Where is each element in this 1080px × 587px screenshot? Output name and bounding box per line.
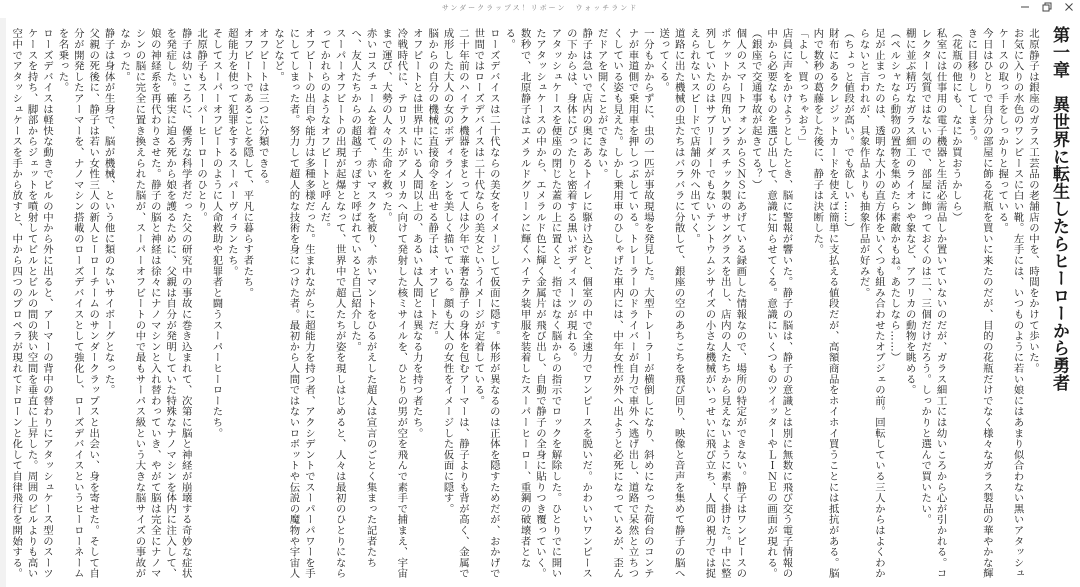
- paragraph: 静子は身体が生身で、脳が機械、という他に類のないサイボーグとなった。: [102, 28, 115, 396]
- paragraph: 足が止まったのは、透明な大小の直方体をいくつも組み合わせたオブジェの前。回転している三人からはよくわからないと言われが、具象作品よりも抽象作品が好みだ。: [857, 28, 885, 579]
- paragraph: 店員に声をかけようとしたとき、脳に警報が響いた。静子の脳は、静子の意識とは別に無数に飛び交う電子情報の中から必要なものを選び出して、意識に知らせてくる。意識にいくつものツイッターやＬＩＮＥの画面が現れる。: [765, 28, 793, 579]
- paragraph: 赤いコスチュームを着て、赤いマスクを被り、赤いマントをひるがえした超人は宣言のごとく集まった記者たちへ、友人たちからの超越子っぽすと呼ばれていると自己紹介した。: [349, 28, 377, 568]
- paragraph: 棚に並ぶ精巧なガラス細工のライオンや象など、アフリカの動物を眺める。: [903, 28, 916, 396]
- maximize-icon: [1042, 2, 1052, 12]
- paragraph: ローズデバイスは軽快な動きでビルの中から外に出ると、アーマーの背中の替わりにアタッシュケース型のスーツケースを持ち、脚部からジェットを噴射してビルとビルの間の狭い空間を垂直に上昇した。周囲のビルよりも高い空中でアタッシュケースを手から放すと、中から四つのプロペラが現れてドローンと化して自律飛行を開始する。: [10, 28, 53, 579]
- window-title: サンダークラップス！リボーン ウォッチランド: [441, 4, 639, 12]
- close-button[interactable]: [1058, 0, 1080, 14]
- paragraph: （銀座で交通事故が起きてる？）: [749, 28, 762, 190]
- paragraph: 数秒で、北原静子はエメラルドグリーンに輝くハイテク装甲服を装着したスーパーヒーロー、重鋼の破壊者となる。: [503, 28, 531, 568]
- paragraph: そしてスーパーオフビートのように人命救助や犯罪者と闘うスーパーヒーローたち。: [210, 28, 223, 439]
- paragraph: お気に入りの水色のワンピースに白い靴。左手には、いつものように若い娘にはあまり似合わない黒いアタッシュケースの取っ手をしっかりと握っている。: [996, 28, 1024, 579]
- paragraph: 静子は急いで店内の奥にあるトイレに駆け込むと、個室の中で全速力でワンピースを脱いだ。かわいいワンピースの下からは、身体にぴったりと密着する黒いボディスーツが現れる。: [564, 28, 593, 579]
- paragraph: 脳からの自分の機械に直接命令を出せる静子は、オフビートだ。: [426, 28, 439, 342]
- document-view[interactable]: [6, 18, 1072, 587]
- paragraph: 北原静子もスーパーヒーローのひとり。: [195, 28, 208, 223]
- paragraph: 北原静子は銀座のガラス工芸品の老舗店の中を、時間をかけて歩いた。: [1027, 28, 1039, 374]
- paragraph: スーパーオフビートの出現が起爆となって、世界中で超人たちが姿を現しはじめると、人々は最初のひとりにならってかれらのようなオフビートと呼んだ。: [318, 28, 346, 579]
- paragraph: （ちょっと値段が高い。でも欲しい……）: [842, 28, 855, 234]
- paragraph: 今日はひとりで自分の部屋に飾る花瓶を買いに来たのだが、目的の花瓶だけでなく様々なガラス製品の華やかな輝きに目移りしてしまう。: [965, 28, 993, 579]
- vertical-text-body: [8, 18, 1072, 583]
- paragraph: 個人のスマートフォンからＳＮＳにあげている録画した情報なので、場所の特定ができない。静子はワンピースのポケットから四角いプラスチック製のサングラスを出し、店内の人たちから見えないように素早く掛けた。中に整列していたのはサブリーダーでもないテントウムシサイズの小さな機械がいっせいに飛び立ち、人間の視力では捉えられないスピードで店舗の外へ出ていく。: [688, 28, 747, 579]
- minimize-button[interactable]: [1014, 0, 1036, 14]
- paragraph: オフビートとは世界中にいる人間以上の、あるいは人間とは異なる力を持つ者たち。: [410, 28, 423, 439]
- paragraph: 超能力を使って犯罪をするスーパーヴィランたち。: [225, 28, 238, 277]
- minimize-icon: [1020, 2, 1030, 12]
- paragraph: オフビートの出自や能力は多種多様だった。生まれながらに超能力を持つ者、アクシデントでスーパーパワーを手にしてしまった者。努力して超人的な技術を身につけた者。最初から人間ではないロボットや伝説の魔物や宇宙人などなど。: [272, 28, 315, 579]
- paragraph: 道路に出た機械の虫たちはバラバラに分散して、銀座の空のあちこちを飛び回り、映像と音声を集めて静子の脳へ送ってくる。: [657, 28, 685, 579]
- maximize-button[interactable]: [1036, 0, 1058, 14]
- paragraph: 財布にあるクレジットカードを使えば簡単に支払える値段だが、高額商品をホイホイ買うことには抵抗がある。脳内で数秒の葛藤をした後に、静子は決断した。: [811, 28, 839, 579]
- chapter-title: 第一章 異世界に転生したらヒーローから勇者: [1049, 26, 1069, 392]
- paragraph: 冷戦時代に、テロリストがアメリカへ向けて発射した核ミサイルを、ひとりの男が空を飛んで素手で捕まえ、宇宙まで運び、大勢の人々の生命を救った。: [379, 28, 408, 579]
- paragraph: オフビートは三つに分類できる。: [256, 28, 269, 190]
- paragraph: 「よし、買っちゃおう」: [795, 28, 808, 147]
- paragraph: （ペルシャなら動物の置物を集めたら素敵かもね。あたしなら……）: [888, 28, 901, 363]
- paragraph: （花瓶の他にも、なにか買おうかしら）: [949, 28, 962, 223]
- paragraph: 一分もかからずに、虫の一匹が事故現場を発見した。大型トレーラーが横倒しになり、斜めになった荷台のコンテナが車道側で乗用車を押しつぶしている。トレーラーのドライバーが自力で車外へ逃げ出し、道路で呆然と立ちつくしている姿も見えた。しかし乗用車のひしゃげた車内には、中年女性が外へ出ようと必死になっているが、歪んだドアを開くことができない。: [595, 28, 654, 579]
- paragraph: 私室には仕事用の電子機器と生活必需品しか置いていないのだが、ガラス細工には幼いころから心が引かれる。コレクター気質ではないので、部屋に飾っておくのは二、三個だけだろう。しっかりと選んで買いたい。: [919, 28, 947, 579]
- window-controls: [1014, 0, 1080, 14]
- paragraph: ローズデバイスは二十代ならの美女をイメージして仮面に隠す。体形が異なるのは正体を隠すためだが、おかげで世間ではローズデバイスは二十代ならの美女というイメージが定着している。: [472, 28, 500, 579]
- close-icon: [1064, 2, 1074, 12]
- title-bar[interactable]: [0, 0, 1080, 14]
- paragraph: アタッシュケースを便座の閉じた蓋の上に置くと、指ではなく脳からの指示でロックを解除した。ひとりでに開いたアタッシュケースの中から、エメラルド色に輝く金属片が飛び出し、自動で静子の全身に貼りつき覆っていく。: [534, 28, 562, 579]
- paragraph: 静子は幼いころに、優秀な科学者だった父の研究中の事故に巻き込まれて、次第に脳と神経が崩壊する奇妙な症状を発症した。確実に迫る死から娘を護るために、父親は自分が発明していた特殊なナノマシンを体内に注入して、娘の神経系を再代わりさせた。静子の脳と神経は徐々にナノマシンと入れ替わっていき、やがて脳は完全にナノマシンの脳に完全に置き換えられた脳が、スーパーオフビートの中で最もサーパス級という大きな脳サイズの事故がなかった。: [118, 28, 192, 579]
- paragraph: 父親の死後に、静子は若い女性三人の新人ヒーローチームのサンダークラップスと出会い、身を寄せた。そして自分が開発したアーマーを、ナノマシン搭載のローズデバイスとして強化し、ローズデバイスというヒーローネームを名乗った。: [56, 28, 100, 579]
- paragraph: 二十年前のハイテク機器をまとって人は少年で華奢な静子の身体を包むアーマーは、静子よりも背が高く、金属で成形した大人の女のボディラインを美しく描いている。顔も大人の女性をイメージした仮面に隠す。: [441, 28, 469, 579]
- paragraph: オフビートであることを隠して、平凡に暮らす者たち。: [241, 28, 254, 298]
